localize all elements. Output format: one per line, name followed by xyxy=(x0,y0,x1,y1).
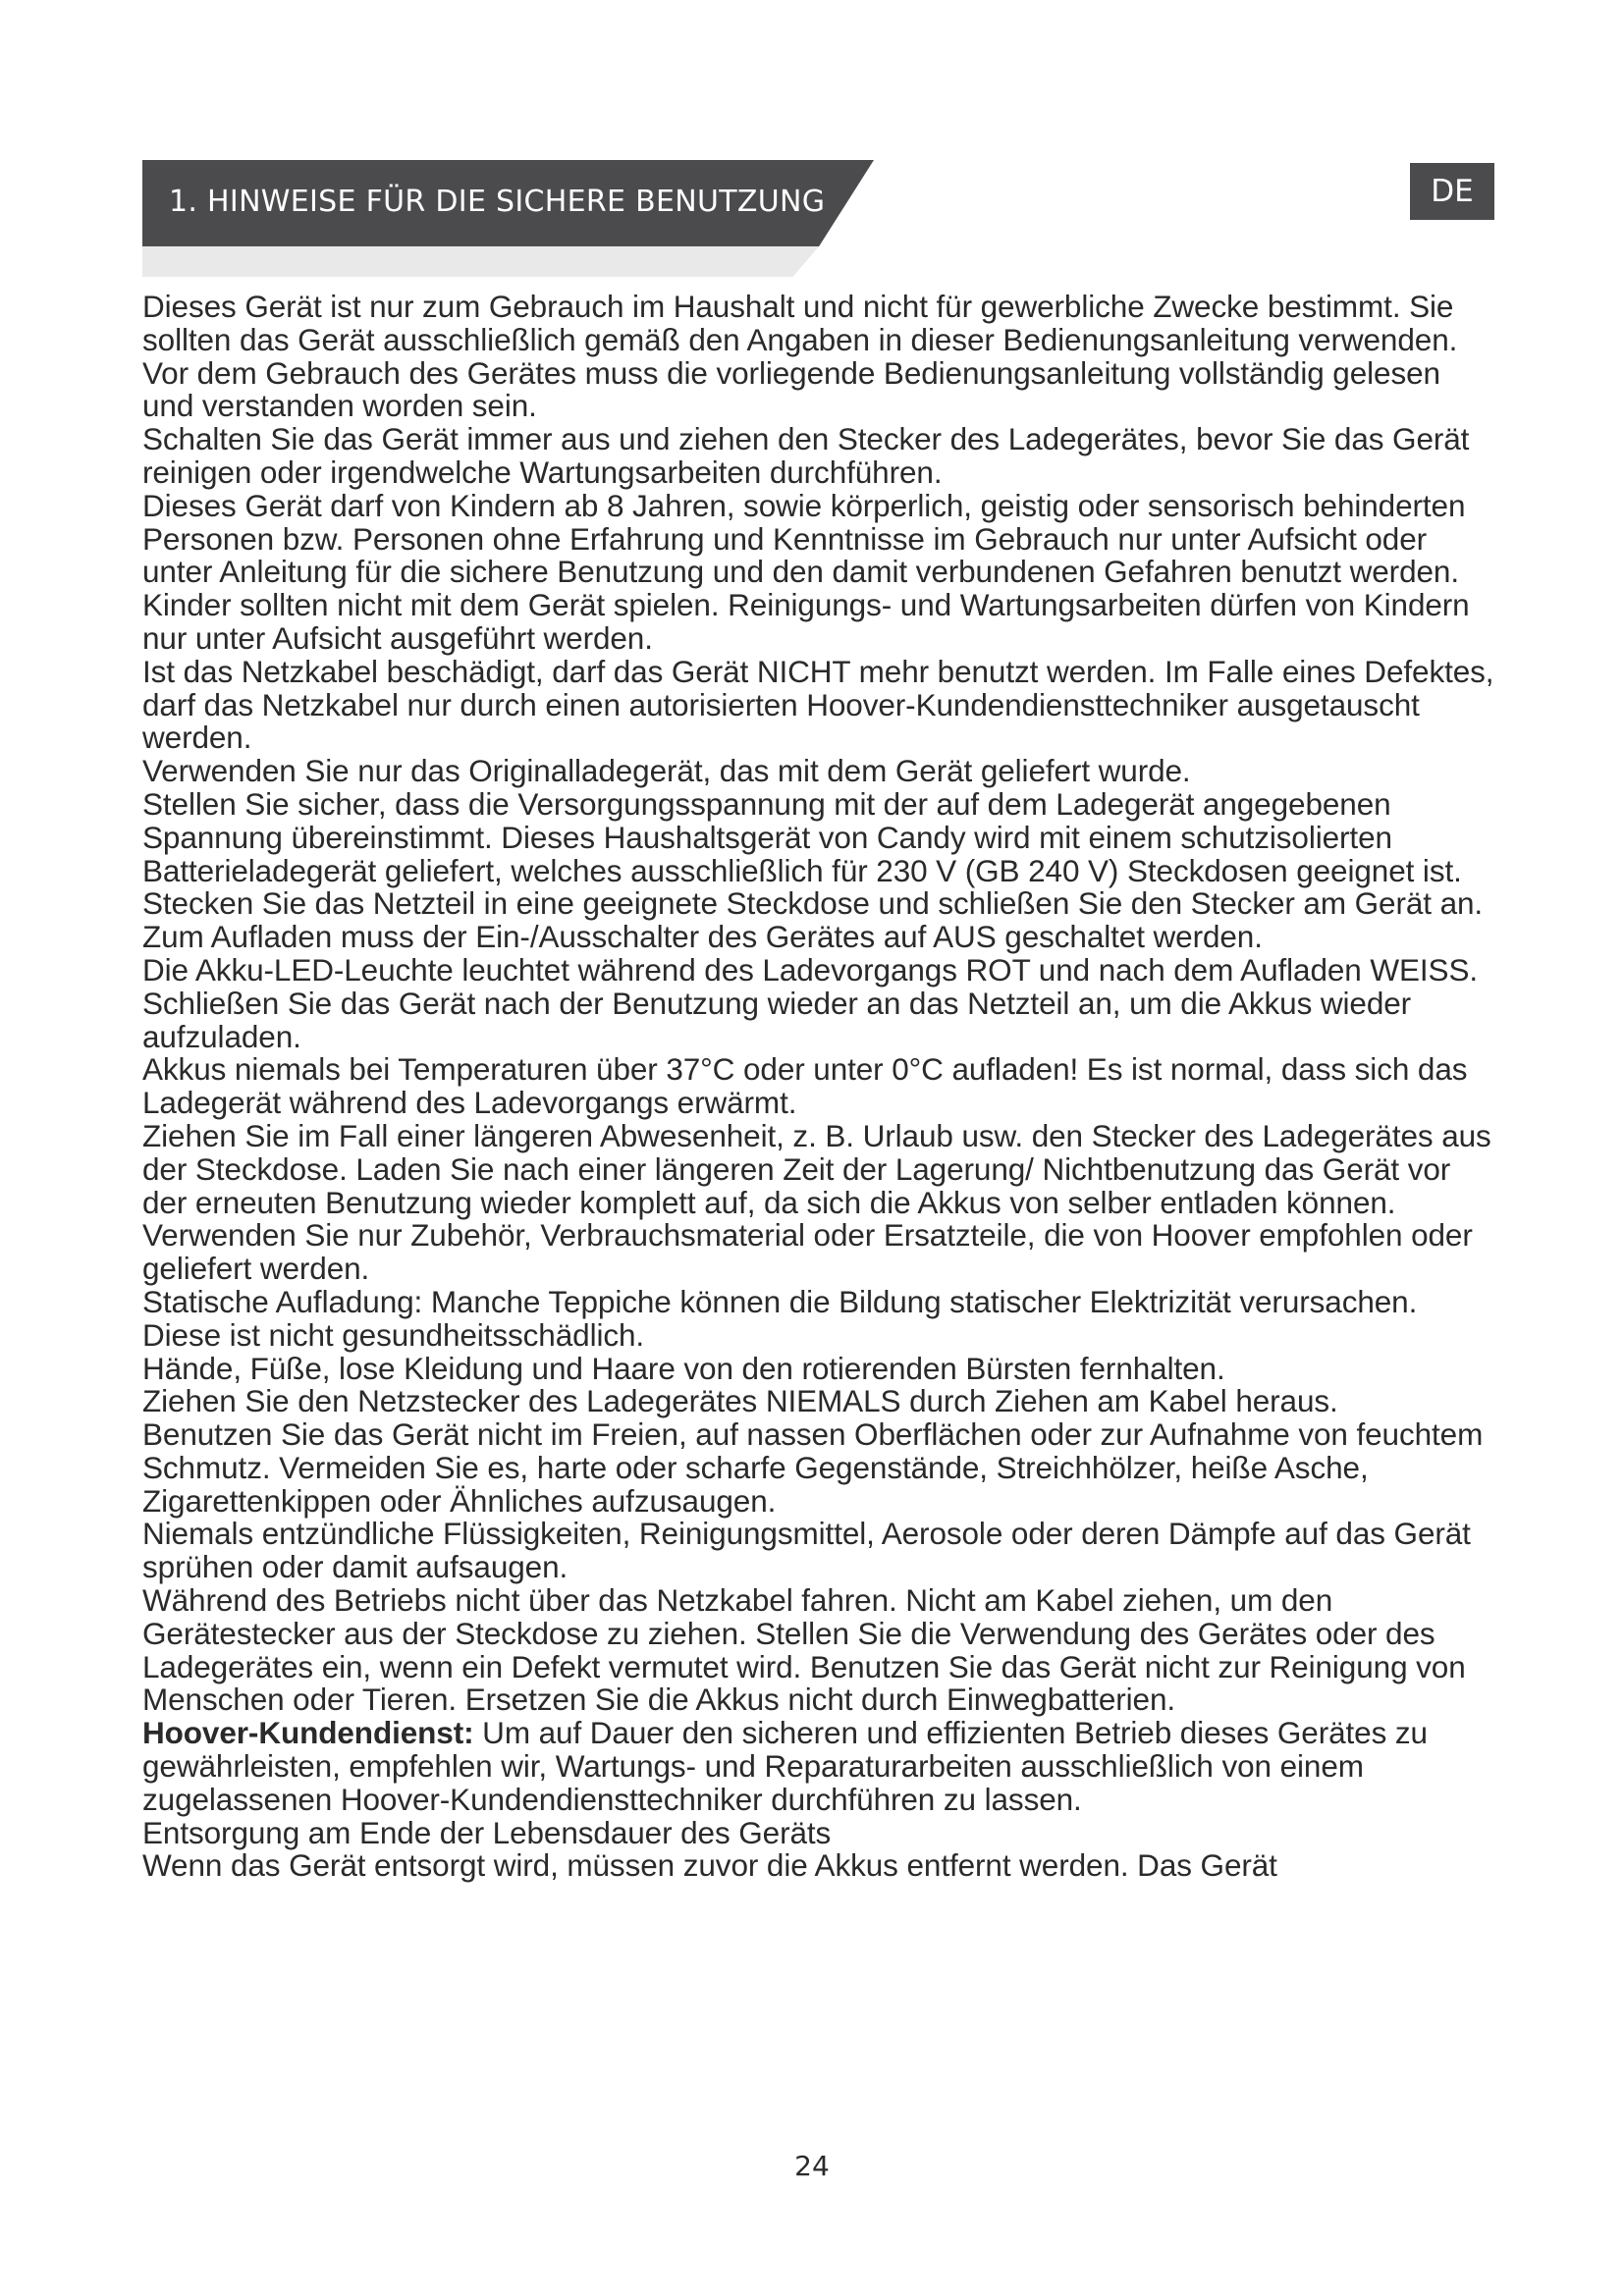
paragraph-plug-in: Stecken Sie das Netzteil in eine geeignete Steckdose und schließen Sie den Stecker am Gerät an. xyxy=(142,885,1484,922)
paragraph-unplug: Ziehen Sie den Netzstecker des Ladegerätes NIEMALS durch Ziehen am Kabel heraus. xyxy=(142,1383,1338,1419)
paragraph-disposal-text: Wenn das Gerät entsorgt wird, müssen zuvor die Akkus entfernt werden. Das Gerät xyxy=(142,1847,1277,1884)
safety-instructions-body xyxy=(142,291,1497,1883)
paragraph-service xyxy=(142,1717,1497,1816)
paragraph-brushes: Hände, Füße, lose Kleidung und Haare von den rotierenden Bürsten fernhalten. xyxy=(142,1350,1225,1386)
paragraph-damaged-cable: Ist das Netzkabel beschädigt, darf das Gerät NICHT mehr benutzt werden. Im Falle eines Defektes, darf das Netzkabel nur durch einen autorisierten Hoover-Kundendiensttechniker ausgetauscht werden. xyxy=(142,653,1494,756)
paragraph-children: Dieses Gerät darf von Kindern ab 8 Jahren, sowie körperlich, geistig oder sensorisch behinderten Personen bzw. Personen ohne Erfahrung und Kenntnisse im Gebrauch nur unter Aufsicht oder unter Anleitung für die sichere Benutzung und den damit verbundenen Gefahren benutzt werden. Kinder sollten nicht mit dem Gerät spielen. Reinigungs- und Wartungsarbeiten dürfen von Kindern nur unter Aufsicht ausgeführt werden. xyxy=(142,487,1470,656)
paragraph-flammable: Niemals entzündliche Flüssigkeiten, Reinigungsmittel, Aerosole oder deren Dämpfe auf das Gerät sprühen oder damit aufsaugen. xyxy=(142,1516,1471,1585)
paragraph-household-use: Dieses Gerät ist nur zum Gebrauch im Haushalt und nicht für gewerbliche Zwecke bestimmt. Sie sollten das Gerät ausschließlich gemäß den Angaben in dieser Bedienungsanleitung verwenden. xyxy=(142,289,1458,357)
paragraph-outdoor: Benutzen Sie das Gerät nicht im Freien, auf nassen Oberflächen oder zur Aufnahme von feuchtem Schmutz. Vermeiden Sie es, harte oder scharfe Gegenstände, Streichhölzer, heiße Asche, Zigarettenkippen oder Ähnliches aufzusaugen. xyxy=(142,1416,1484,1519)
service-text: Um auf Dauer den sicheren und effizienten Betrieb dieses Gerätes zu gewährleisten, empfehlen wir, Wartungs- und Reparaturarbeiten ausschließlich von einem zugelassenen Hoover-Kundendiensttechniker durchführen zu lassen. xyxy=(142,1715,1428,1817)
paragraph-led: Die Akku-LED-Leuchte leuchtet während des Ladevorgangs ROT und nach dem Aufladen WEISS. xyxy=(142,951,1479,988)
header-banner-shadow xyxy=(142,245,820,277)
paragraph-absence: Ziehen Sie im Fall einer längeren Abwesenheit, z. B. Urlaub usw. den Stecker des Ladegerätes aus der Steckdose. Laden Sie nach einer längeren Zeit der Lagerung/ Nichtbenutzung das Gerät vor der erneuten Benutzung wieder komplett auf, da sich die Akkus von selber entladen können. xyxy=(142,1117,1491,1220)
paragraph-original-charger: Verwenden Sie nur das Originalladegerät, das mit dem Gerät geliefert wurde. xyxy=(142,753,1191,789)
language-badge: DE xyxy=(1410,163,1494,220)
paragraph-read-manual: Vor dem Gebrauch des Gerätes muss die vorliegende Bedienungsanleitung vollständig gelesen und verstanden worden sein. xyxy=(142,354,1440,424)
paragraph-accessories: Verwenden Sie nur Zubehör, Verbrauchsmaterial oder Ersatzteile, die von Hoover empfohlen oder geliefert werden. xyxy=(142,1217,1473,1287)
paragraph-charging-switch: Zum Aufladen muss der Ein-/Ausschalter des Gerätes auf AUS geschaltet werden. xyxy=(142,919,1263,955)
service-label: Hoover-Kundendienst: xyxy=(142,1715,474,1751)
paragraph-temperature: Akkus niemals bei Temperaturen über 37°C oder unter 0°C aufladen! Es ist normal, dass sich das Ladegerät während des Ladevorgangs erwärmt. xyxy=(142,1051,1468,1121)
page-number: 24 xyxy=(794,2150,830,2182)
paragraph-switch-off: Schalten Sie das Gerät immer aus und ziehen den Stecker des Ladegerätes, bevor Sie das Gerät reinigen oder irgendwelche Wartungsarbeiten durchführen. xyxy=(142,421,1470,490)
paragraph-reconnect: Schließen Sie das Gerät nach der Benutzung wieder an das Netzteil an, um die Akkus wieder aufzuladen. xyxy=(142,985,1412,1054)
paragraph-disposal-heading: Entsorgung am Ende der Lebensdauer des Geräts xyxy=(142,1814,832,1850)
paragraph-static: Statische Aufladung: Manche Teppiche können die Bildung statischer Elektrizität verursachen. Diese ist nicht gesundheitsschädlich. xyxy=(142,1283,1418,1353)
paragraph-operation: Während des Betriebs nicht über das Netzkabel fahren. Nicht am Kabel ziehen, um den Gerätestecker aus der Steckdose zu ziehen. Stellen Sie die Verwendung des Gerätes oder des Ladegerätes ein, wenn ein Defekt vermutet wird. Benutzen Sie das Gerät nicht zur Reinigung von Menschen oder Tieren. Ersetzen Sie die Akkus nicht durch Einwegbatterien. xyxy=(142,1582,1466,1718)
paragraph-voltage: Stellen Sie sicher, dass die Versorgungsspannung mit der auf dem Ladegerät angegebenen Spannung übereinstimmt. Dieses Haushaltsgerät von Candy wird mit einem schutzisolierten Batterieladegerät geliefert, welches ausschließlich für 230 V (GB 240 V) Steckdosen geeignet ist. xyxy=(142,785,1462,888)
section-title: 1. HINWEISE FÜR DIE SICHERE BENUTZUNG xyxy=(169,185,826,219)
